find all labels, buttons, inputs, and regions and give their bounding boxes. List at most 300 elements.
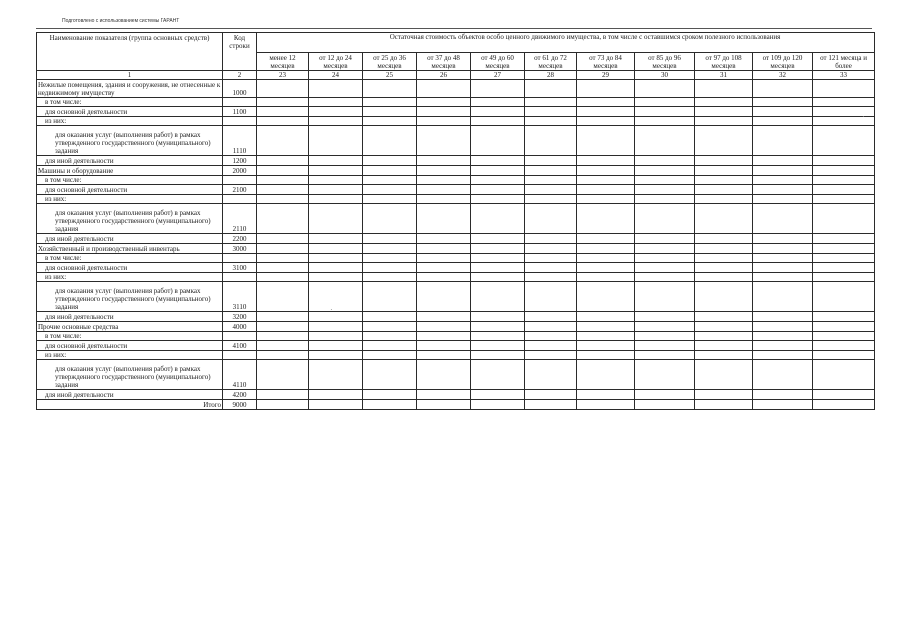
row-label: для оказания услуг (выполнения работ) в рамках утвержденного государственного (муниципального) задания [37,204,223,234]
value-cell [813,117,875,126]
value-cell [309,166,363,176]
header-period: от 12 до 24 месяцев [309,53,363,71]
scan-mark: · [330,305,333,314]
table-row [37,244,875,254]
value-cell [635,117,695,126]
row-code: 3100 [223,263,257,273]
value-cell [363,244,417,254]
value-cell [257,80,309,98]
value-cell [309,176,363,185]
value-cell [813,322,875,332]
value-cell [813,185,875,195]
value-cell [695,244,753,254]
table-row [37,117,875,126]
row-label: в том числе: [37,98,223,107]
value-cell [577,254,635,263]
value-cell [471,185,525,195]
value-cell [753,341,813,351]
value-cell [363,263,417,273]
row-label: для основной деятельности [37,107,223,117]
value-cell [753,332,813,341]
value-cell [695,351,753,360]
value-cell [635,254,695,263]
value-cell [577,107,635,117]
value-cell [577,360,635,390]
row-code [223,273,257,282]
table-row [37,126,875,156]
value-cell [363,98,417,107]
value-cell [417,80,471,98]
value-cell [363,117,417,126]
value-cell [309,273,363,282]
row-code: 1200 [223,156,257,166]
value-cell [695,400,753,410]
value-cell [635,351,695,360]
value-cell [813,204,875,234]
value-cell [525,234,577,244]
value-cell [695,117,753,126]
row-code [223,98,257,107]
value-cell [417,273,471,282]
value-cell [525,156,577,166]
value-cell [753,176,813,185]
value-cell [753,80,813,98]
value-cell [257,117,309,126]
value-cell [525,126,577,156]
row-code: 2100 [223,185,257,195]
row-code [223,351,257,360]
value-cell [363,282,417,312]
row-label: для оказания услуг (выполнения работ) в рамках утвержденного государственного (муниципального) задания [37,282,223,312]
value-cell [257,156,309,166]
value-cell [363,351,417,360]
value-cell [753,234,813,244]
value-cell [309,312,363,322]
value-cell [813,263,875,273]
row-label: в том числе: [37,332,223,341]
value-cell [635,156,695,166]
value-cell [471,80,525,98]
value-cell [257,234,309,244]
value-cell [417,156,471,166]
value-cell [525,341,577,351]
value-cell [309,244,363,254]
value-cell [577,332,635,341]
value-cell [363,360,417,390]
row-label: для основной деятельности [37,263,223,273]
value-cell [257,185,309,195]
column-number: 2 [223,71,257,80]
value-cell [471,312,525,322]
value-cell [813,107,875,117]
column-number: 26 [417,71,471,80]
value-cell [257,322,309,332]
value-cell [417,107,471,117]
value-cell [309,322,363,332]
value-cell [363,341,417,351]
table-body [37,80,875,410]
column-number: 1 [37,71,223,80]
header-period: от 121 месяца и более [813,53,875,71]
value-cell [525,263,577,273]
value-cell [813,80,875,98]
table-row [37,282,875,312]
value-cell [363,322,417,332]
value-cell [753,98,813,107]
value-cell [309,117,363,126]
value-cell [813,176,875,185]
value-cell [635,360,695,390]
value-cell [257,400,309,410]
value-cell [363,400,417,410]
value-cell [753,117,813,126]
header-period: от 37 до 48 месяцев [417,53,471,71]
total-code: 9000 [223,400,257,410]
value-cell [417,263,471,273]
value-cell [363,176,417,185]
value-cell [525,400,577,410]
value-cell [525,98,577,107]
value-cell [753,156,813,166]
column-number: 28 [525,71,577,80]
value-cell [363,234,417,244]
value-cell [577,312,635,322]
row-label: для основной деятельности [37,185,223,195]
value-cell [577,351,635,360]
row-code: 2110 [223,204,257,234]
value-cell [525,312,577,322]
table-row [37,254,875,263]
value-cell [753,254,813,263]
value-cell [577,322,635,332]
value-cell [635,176,695,185]
value-cell [309,351,363,360]
value-cell [257,312,309,322]
value-cell [753,166,813,176]
table-row [37,341,875,351]
value-cell [753,273,813,282]
value-cell [471,351,525,360]
value-cell [471,176,525,185]
table-row [37,156,875,166]
value-cell [309,282,363,312]
value-cell [363,332,417,341]
header-period: от 49 до 60 месяцев [471,53,525,71]
value-cell [471,400,525,410]
row-code: 3110 [223,282,257,312]
table-row [37,98,875,107]
row-label: в том числе: [37,254,223,263]
row-label: из них: [37,351,223,360]
row-code: 3200 [223,312,257,322]
row-label: из них: [37,195,223,204]
prepared-note: Подготовлено с использованием системы ГАРАНТ [62,18,180,24]
value-cell [363,185,417,195]
value-cell [813,166,875,176]
value-cell [257,126,309,156]
value-cell [695,166,753,176]
value-cell [577,80,635,98]
value-cell [635,234,695,244]
value-cell [753,312,813,322]
value-cell [417,400,471,410]
table-row [37,312,875,322]
table-row [37,185,875,195]
value-cell [695,273,753,282]
value-cell [695,176,753,185]
total-label: Итого [37,400,223,410]
value-cell [525,176,577,185]
value-cell [525,322,577,332]
value-cell [635,185,695,195]
value-cell [525,360,577,390]
value-cell [525,351,577,360]
value-cell [257,244,309,254]
row-label: для иной деятельности [37,156,223,166]
value-cell [753,204,813,234]
value-cell [417,185,471,195]
value-cell [309,185,363,195]
value-cell [417,126,471,156]
column-number: 33 [813,71,875,80]
table-row [37,360,875,390]
value-cell [753,360,813,390]
value-cell [753,185,813,195]
table-row [37,351,875,360]
row-label: Машины и оборудование [37,166,223,176]
row-code [223,195,257,204]
value-cell [309,254,363,263]
value-cell [417,341,471,351]
value-cell [257,254,309,263]
value-cell [363,254,417,263]
value-cell [813,351,875,360]
value-cell [635,195,695,204]
value-cell [525,273,577,282]
value-cell [695,185,753,195]
value-cell [813,254,875,263]
column-number: 31 [695,71,753,80]
assets-table [36,32,875,410]
header-row-numbers [37,71,875,80]
value-cell [525,185,577,195]
value-cell [813,400,875,410]
value-cell [471,254,525,263]
value-cell [695,107,753,117]
value-cell [257,107,309,117]
value-cell [363,156,417,166]
value-cell [309,400,363,410]
value-cell [471,322,525,332]
value-cell [577,98,635,107]
value-cell [695,360,753,390]
value-cell [577,234,635,244]
table-row [37,322,875,332]
value-cell [577,176,635,185]
value-cell [753,400,813,410]
row-code: 4000 [223,322,257,332]
table-row [37,273,875,282]
value-cell [695,263,753,273]
value-cell [309,156,363,166]
value-cell [635,400,695,410]
value-cell [417,176,471,185]
value-cell [471,244,525,254]
value-cell [525,166,577,176]
table-row [37,176,875,185]
value-cell [635,263,695,273]
value-cell [471,166,525,176]
value-cell [363,80,417,98]
value-cell [363,126,417,156]
value-cell [363,390,417,400]
value-cell [471,234,525,244]
row-label: для оказания услуг (выполнения работ) в рамках утвержденного государственного (муниципального) задания [37,126,223,156]
header-name: Наименование показателя (группа основных средств) [37,33,223,71]
value-cell [417,254,471,263]
value-cell [471,117,525,126]
value-cell [813,126,875,156]
value-cell [525,204,577,234]
table-row [37,107,875,117]
value-cell [695,341,753,351]
row-label: для иной деятельности [37,234,223,244]
value-cell [471,360,525,390]
value-cell [525,254,577,263]
row-label: для оказания услуг (выполнения работ) в рамках утвержденного государственного (муниципального) задания [37,360,223,390]
header-period: от 73 до 84 месяцев [577,53,635,71]
column-number: 24 [309,71,363,80]
value-cell [471,341,525,351]
value-cell [813,156,875,166]
value-cell [813,390,875,400]
value-cell [753,351,813,360]
value-cell [363,273,417,282]
header-period: от 109 до 120 месяцев [753,53,813,71]
value-cell [635,332,695,341]
value-cell [525,107,577,117]
value-cell [417,117,471,126]
value-cell [417,282,471,312]
value-cell [257,263,309,273]
value-cell [635,98,695,107]
value-cell [309,360,363,390]
row-code: 1100 [223,107,257,117]
value-cell [695,234,753,244]
value-cell [695,312,753,322]
row-label: из них: [37,117,223,126]
total-row [37,400,875,410]
value-cell [577,341,635,351]
header-period: от 85 до 96 месяцев [635,53,695,71]
value-cell [635,107,695,117]
value-cell [813,244,875,254]
value-cell [695,98,753,107]
value-cell [635,80,695,98]
value-cell [257,341,309,351]
value-cell [363,312,417,322]
value-cell [753,390,813,400]
value-cell [471,204,525,234]
value-cell [309,195,363,204]
value-cell [577,126,635,156]
table-row [37,166,875,176]
row-code: 4100 [223,341,257,351]
column-number: 29 [577,71,635,80]
column-number: 30 [635,71,695,80]
value-cell [577,244,635,254]
value-cell [257,166,309,176]
value-cell [417,322,471,332]
row-label: из них: [37,273,223,282]
value-cell [525,195,577,204]
row-label: Хозяйственный и производственный инвентарь [37,244,223,254]
value-cell [417,234,471,244]
value-cell [577,400,635,410]
value-cell [635,166,695,176]
table-row [37,332,875,341]
value-cell [471,126,525,156]
table-row [37,195,875,204]
header-group-title: Остаточная стоимость объектов особо ценного движимого имущества, в том числе с оставшимся сроком полезного использования [257,33,875,53]
value-cell [525,80,577,98]
row-code: 4200 [223,390,257,400]
value-cell [577,156,635,166]
value-cell [417,98,471,107]
value-cell [813,312,875,322]
value-cell [257,204,309,234]
value-cell [753,195,813,204]
value-cell [753,126,813,156]
value-cell [363,166,417,176]
value-cell [577,204,635,234]
value-cell [577,390,635,400]
row-code: 1110 [223,126,257,156]
value-cell [363,204,417,234]
header-period: от 61 до 72 месяцев [525,53,577,71]
row-code [223,117,257,126]
column-number: 25 [363,71,417,80]
column-number: 27 [471,71,525,80]
value-cell [753,282,813,312]
value-cell [525,244,577,254]
value-cell [695,156,753,166]
value-cell [695,254,753,263]
row-label: для основной деятельности [37,341,223,351]
value-cell [577,117,635,126]
value-cell [577,282,635,312]
table-row [37,263,875,273]
value-cell [813,98,875,107]
value-cell [257,282,309,312]
value-cell [417,204,471,234]
value-cell [525,332,577,341]
value-cell [309,263,363,273]
value-cell [417,312,471,322]
value-cell [635,322,695,332]
value-cell [309,98,363,107]
row-label: в том числе: [37,176,223,185]
table-row [37,234,875,244]
value-cell [635,273,695,282]
value-cell [363,107,417,117]
row-code: 2000 [223,166,257,176]
value-cell [635,204,695,234]
row-code: 1000 [223,80,257,98]
value-cell [309,332,363,341]
row-code: 3000 [223,244,257,254]
row-code [223,254,257,263]
